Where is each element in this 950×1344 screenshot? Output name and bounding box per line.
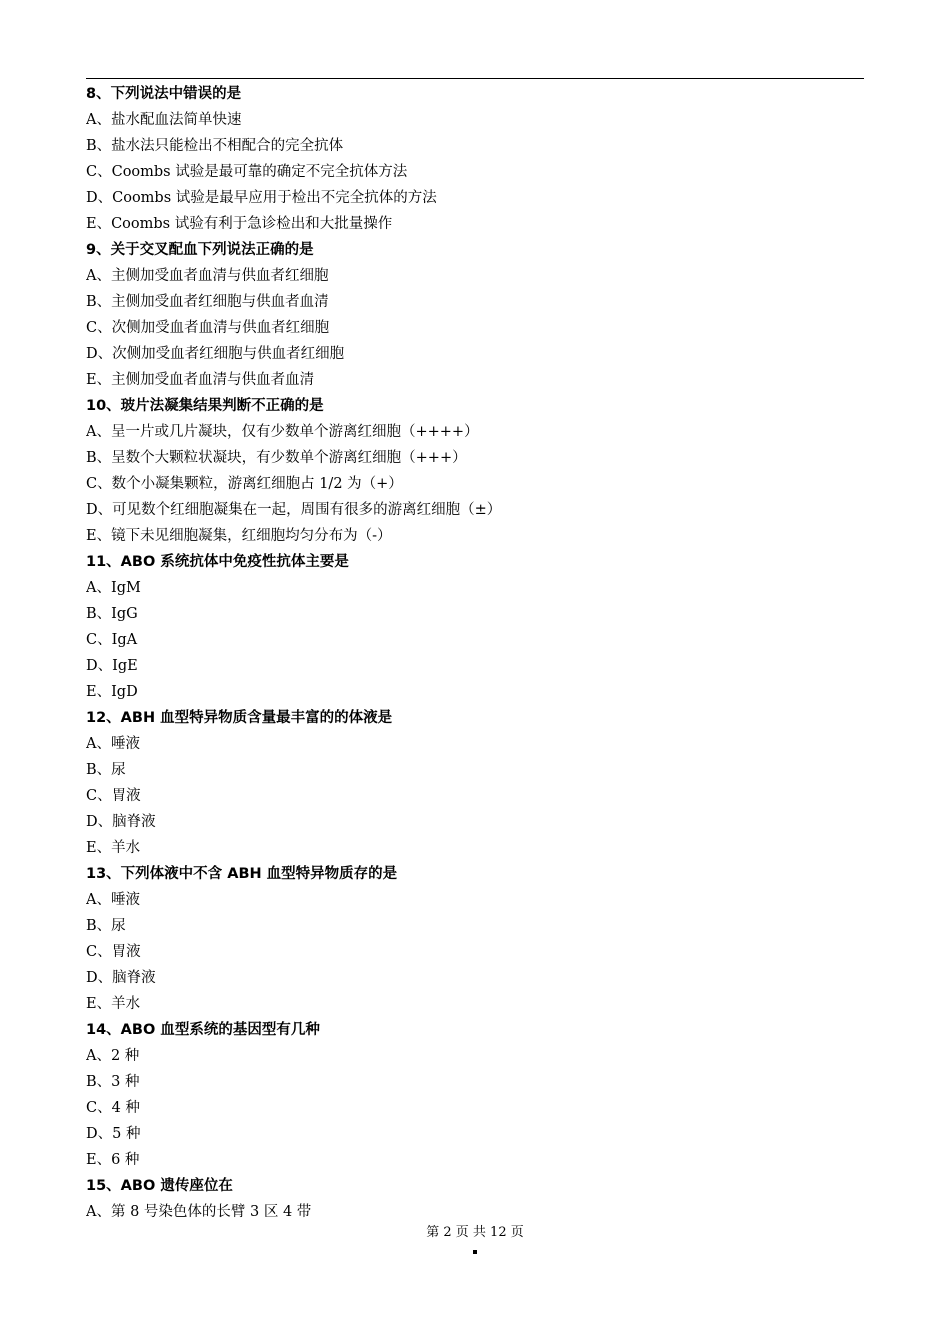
question-option: D、次侧加受血者红细胞与供血者红细胞 [86, 346, 345, 362]
question-option: B、主侧加受血者红细胞与供血者血清 [86, 294, 329, 310]
question-option: A、唾液 [86, 892, 140, 908]
question-list [86, 81, 866, 1225]
question-option: A、2 种 [86, 1048, 140, 1064]
question-option: E、羊水 [86, 996, 141, 1012]
question-option: D、可见数个红细胞凝集在一起，周围有很多的游离红细胞（±） [86, 502, 502, 518]
question-stem: 9、关于交叉配血下列说法正确的是 [86, 242, 314, 258]
header-rule [86, 78, 864, 79]
question-option: A、第 8 号染色体的长臂 3 区 4 带 [86, 1204, 312, 1220]
question-option: E、Coombs 试验有利于急诊检出和大批量操作 [86, 216, 393, 232]
question-option: E、羊水 [86, 840, 141, 856]
question-option: A、唾液 [86, 736, 140, 752]
question-option: B、3 种 [86, 1074, 140, 1090]
question-option: B、尿 [86, 918, 126, 934]
question-option: D、脑脊液 [86, 970, 156, 986]
question-option: B、盐水法只能检出不相配合的完全抗体 [86, 138, 344, 154]
question-option: E、镜下未见细胞凝集，红细胞均匀分布为（-） [86, 528, 392, 544]
question-option: E、6 种 [86, 1152, 140, 1168]
question-option: E、主侧加受血者血清与供血者血清 [86, 372, 315, 388]
question-option: D、脑脊液 [86, 814, 156, 830]
question-option: B、尿 [86, 762, 126, 778]
question-stem: 8、下列说法中错误的是 [86, 86, 242, 102]
page-footer: 第 2 页 共 12 页 [426, 1225, 524, 1240]
question-option: D、5 种 [86, 1126, 141, 1142]
question-stem: 11、ABO 系统抗体中免疫性抗体主要是 [86, 554, 349, 570]
question-option: C、4 种 [86, 1100, 140, 1116]
question-option: C、数个小凝集颗粒，游离红细胞占 1/2 为（+） [86, 476, 403, 492]
question-stem: 12、ABH 血型特异物质含量最丰富的的体液是 [86, 710, 393, 726]
question-option: D、IgE [86, 658, 138, 674]
question-option: A、呈一片或几片凝块，仅有少数单个游离红细胞（++++） [86, 424, 479, 440]
question-option: B、IgG [86, 606, 138, 622]
question-option: E、IgD [86, 684, 138, 700]
footer-dot [473, 1250, 477, 1254]
question-option: C、胃液 [86, 944, 141, 960]
question-option: A、盐水配血法简单快速 [86, 112, 242, 128]
question-option: C、胃液 [86, 788, 141, 804]
question-option: A、主侧加受血者血清与供血者红细胞 [86, 268, 329, 284]
question-option: C、IgA [86, 632, 138, 648]
question-stem: 10、玻片法凝集结果判断不正确的是 [86, 398, 324, 414]
question-option: C、次侧加受血者血清与供血者红细胞 [86, 320, 330, 336]
question-stem: 15、ABO 遗传座位在 [86, 1178, 233, 1194]
question-stem: 13、下列体液中不含 ABH 血型特异物质存的是 [86, 866, 398, 882]
question-option: C、Coombs 试验是最可靠的确定不完全抗体方法 [86, 164, 408, 180]
question-stem: 14、ABO 血型系统的基因型有几种 [86, 1022, 320, 1038]
question-option: A、IgM [86, 580, 141, 596]
question-option: D、Coombs 试验是最早应用于检出不完全抗体的方法 [86, 190, 437, 206]
question-option: B、呈数个大颗粒状凝块，有少数单个游离红细胞（+++） [86, 450, 467, 466]
